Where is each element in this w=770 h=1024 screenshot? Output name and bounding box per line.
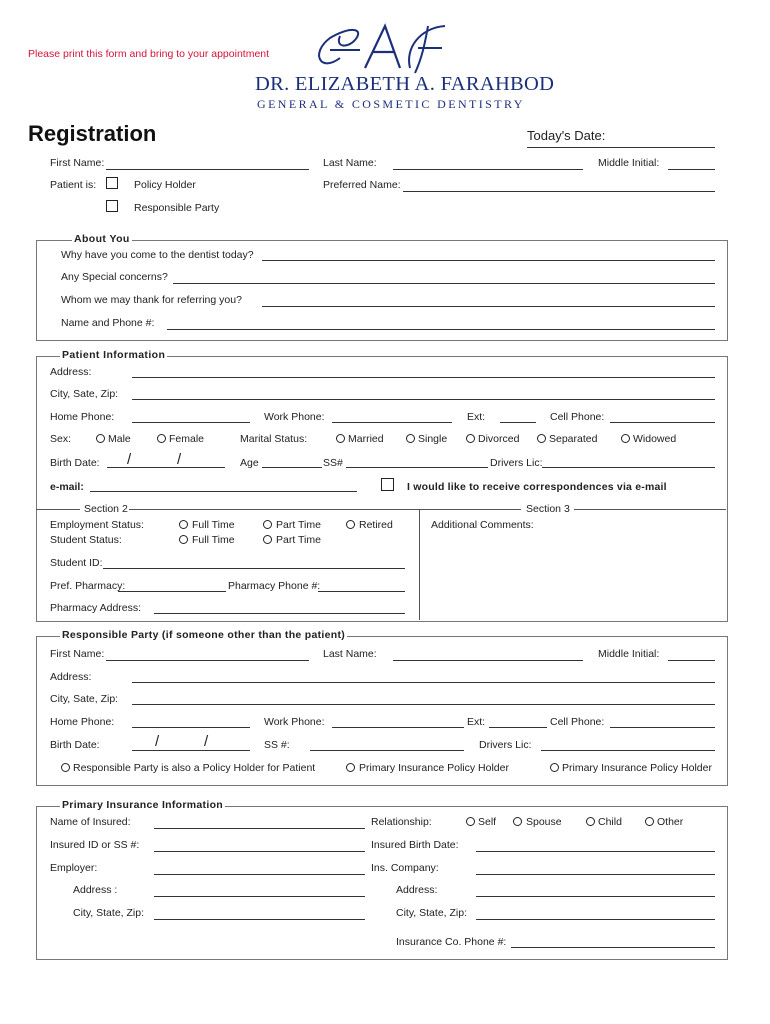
rp-middle-initial-label: Middle Initial: xyxy=(598,648,660,660)
patient-address-field[interactable] xyxy=(132,377,715,378)
first-name-field[interactable] xyxy=(106,169,309,170)
employment-part-time-label: Part Time xyxy=(276,519,321,531)
referral-field[interactable] xyxy=(262,306,715,307)
email-field[interactable] xyxy=(90,491,357,492)
section-3-rule xyxy=(574,509,726,510)
male-radio[interactable] xyxy=(96,434,105,443)
rp-work-phone-label: Work Phone: xyxy=(264,716,325,728)
sex-label: Sex: xyxy=(50,433,72,445)
page-title: Registration xyxy=(28,121,157,146)
rp-cell-phone-field[interactable] xyxy=(610,727,715,728)
single-label: Single xyxy=(418,433,448,445)
pharmacy-address-field[interactable] xyxy=(154,613,405,614)
rp-home-phone-field[interactable] xyxy=(132,727,250,728)
ext-label: Ext: xyxy=(467,411,486,423)
birth-date-field[interactable] xyxy=(107,467,225,468)
employer-address-field[interactable] xyxy=(154,896,365,897)
visit-reason-label: Why have you come to the dentist today? xyxy=(61,249,254,261)
married-label: Married xyxy=(348,433,384,445)
responsible-party-label: Responsible Party xyxy=(134,202,220,214)
separated-label: Separated xyxy=(549,433,598,445)
student-full-time-radio[interactable] xyxy=(179,535,188,544)
todays-date-label: Today's Date: xyxy=(527,128,606,143)
rp-first-name-field[interactable] xyxy=(106,660,309,661)
section-3-label: Section 3 xyxy=(526,503,570,515)
insurance-title: Primary Insurance Information xyxy=(62,799,223,811)
male-label: Male xyxy=(108,433,131,445)
drivers-lic-label: Drivers Lic: xyxy=(490,457,543,469)
email-opt-in-label: I would like to receive correspondences via e-mail xyxy=(407,481,667,493)
home-phone-label: Home Phone: xyxy=(50,411,115,423)
practice-tagline: GENERAL & COSMETIC DENTISTRY xyxy=(257,97,525,111)
separated-radio[interactable] xyxy=(537,434,546,443)
rp-birth-date-label: Birth Date: xyxy=(50,739,100,751)
student-full-time-label: Full Time xyxy=(192,534,235,546)
divorced-label: Divorced xyxy=(478,433,520,445)
student-part-time-radio[interactable] xyxy=(263,535,272,544)
responsible-party-checkbox[interactable] xyxy=(106,200,118,212)
insured-birth-label: Insured Birth Date: xyxy=(371,839,459,851)
monogram-logo-icon xyxy=(310,18,460,78)
responsible-party-title: Responsible Party (if someone other than the patient) xyxy=(62,629,346,641)
additional-comments-label: Additional Comments: xyxy=(431,519,534,531)
rp-birth-date-field[interactable] xyxy=(132,750,250,751)
pref-pharmacy-field[interactable] xyxy=(118,591,226,592)
work-phone-label: Work Phone: xyxy=(264,411,325,423)
ins-phone-label: Insurance Co. Phone #: xyxy=(396,936,507,948)
widowed-label: Widowed xyxy=(633,433,677,445)
age-label: Age xyxy=(240,457,259,469)
visit-reason-field[interactable] xyxy=(262,260,715,261)
patient-address-label: Address: xyxy=(50,366,92,378)
ins-company-city-field[interactable] xyxy=(476,919,715,920)
rp-city-label: City, Sate, Zip: xyxy=(50,693,119,705)
pharmacy-phone-label: Pharmacy Phone #: xyxy=(228,580,321,592)
rp-birth-date-slash-1: / xyxy=(155,733,160,750)
cell-phone-field[interactable] xyxy=(610,422,715,423)
insured-birth-field[interactable] xyxy=(476,851,715,852)
pharmacy-address-label: Pharmacy Address: xyxy=(50,602,142,614)
marital-status-label: Marital Status: xyxy=(240,433,308,445)
ins-company-field[interactable] xyxy=(476,874,715,875)
preferred-name-field[interactable] xyxy=(403,191,715,192)
patient-city-label: City, Sate, Zip: xyxy=(50,388,119,400)
relationship-self-label: Self xyxy=(478,816,497,828)
student-id-label: Student ID: xyxy=(50,557,103,569)
about-you-title: About You xyxy=(74,233,130,245)
relationship-child-label: Child xyxy=(598,816,622,828)
insurance-section xyxy=(36,806,728,960)
relationship-child-radio[interactable] xyxy=(586,817,595,826)
email-opt-in-checkbox[interactable] xyxy=(381,478,394,491)
student-part-time-label: Part Time xyxy=(276,534,321,546)
employer-city-label: City, State, Zip: xyxy=(73,907,144,919)
patient-info-title: Patient Information xyxy=(62,349,166,361)
drivers-lic-field[interactable] xyxy=(542,467,715,468)
relationship-self-radio[interactable] xyxy=(466,817,475,826)
referral-label: Whom we may thank for referring you? xyxy=(61,294,242,306)
referrer-phone-field[interactable] xyxy=(167,329,715,330)
todays-date-field[interactable] xyxy=(527,147,715,148)
policy-holder-checkbox[interactable] xyxy=(106,177,118,189)
referrer-phone-label: Name and Phone #: xyxy=(61,317,155,329)
divorced-radio[interactable] xyxy=(466,434,475,443)
rp-ext-label: Ext: xyxy=(467,716,486,728)
practice-logo xyxy=(255,18,555,113)
relationship-other-radio[interactable] xyxy=(645,817,654,826)
section-divider xyxy=(419,509,420,620)
ins-company-label: Ins. Company: xyxy=(371,862,439,874)
birth-date-label: Birth Date: xyxy=(50,457,100,469)
student-status-label: Student Status: xyxy=(50,534,122,546)
rp-drivers-lic-field[interactable] xyxy=(541,750,715,751)
birth-date-slash-1: / xyxy=(127,451,132,468)
section-2-rule-right xyxy=(129,509,521,510)
employment-full-time-radio[interactable] xyxy=(179,520,188,529)
patient-is-label: Patient is: xyxy=(50,179,97,191)
insured-name-label: Name of Insured: xyxy=(50,816,131,828)
ins-company-city-label: City, State, Zip: xyxy=(396,907,467,919)
rp-drivers-lic-label: Drivers Lic: xyxy=(479,739,532,751)
patient-city-field[interactable] xyxy=(132,399,715,400)
employment-retired-label: Retired xyxy=(359,519,393,531)
employment-part-time-radio[interactable] xyxy=(263,520,272,529)
relationship-label: Relationship: xyxy=(371,816,432,828)
last-name-label: Last Name: xyxy=(323,157,377,169)
age-field[interactable] xyxy=(262,467,322,468)
ins-phone-field[interactable] xyxy=(511,947,715,948)
female-label: Female xyxy=(169,433,205,445)
middle-initial-field[interactable] xyxy=(668,169,715,170)
rp-address-field[interactable] xyxy=(132,682,715,683)
rp-birth-date-slash-2: / xyxy=(204,733,209,750)
rp-last-name-label: Last Name: xyxy=(323,648,377,660)
ss-label: SS# xyxy=(323,457,343,469)
first-name-label: First Name: xyxy=(50,157,105,169)
notice-text: Please print this form and bring to your appointment xyxy=(28,48,270,60)
special-concerns-field[interactable] xyxy=(173,283,715,284)
employment-retired-radio[interactable] xyxy=(346,520,355,529)
rp-primary-holder-label-2: Primary Insurance Policy Holder xyxy=(562,762,712,774)
rp-primary-holder-radio-2[interactable] xyxy=(550,763,559,772)
home-phone-field[interactable] xyxy=(132,422,250,423)
pharmacy-phone-field[interactable] xyxy=(318,591,405,592)
employer-city-field[interactable] xyxy=(154,919,365,920)
rp-primary-holder-label-1: Primary Insurance Policy Holder xyxy=(359,762,509,774)
ext-field[interactable] xyxy=(500,422,536,423)
rp-cell-phone-label: Cell Phone: xyxy=(550,716,605,728)
rp-policy-holder-label: Responsible Party is also a Policy Holder for Patient xyxy=(73,762,316,774)
middle-initial-label: Middle Initial: xyxy=(598,157,660,169)
rp-primary-holder-radio-1[interactable] xyxy=(346,763,355,772)
rp-home-phone-label: Home Phone: xyxy=(50,716,115,728)
policy-holder-label: Policy Holder xyxy=(134,179,196,191)
relationship-other-label: Other xyxy=(657,816,684,828)
insured-name-field[interactable] xyxy=(154,828,365,829)
section-2-label: Section 2 xyxy=(84,503,128,515)
additional-comments-field[interactable] xyxy=(425,534,720,614)
last-name-field[interactable] xyxy=(393,169,583,170)
widowed-radio[interactable] xyxy=(621,434,630,443)
employer-label: Employer: xyxy=(50,862,98,874)
rp-last-name-field[interactable] xyxy=(393,660,583,661)
rp-ext-field[interactable] xyxy=(489,727,547,728)
section-2-rule xyxy=(36,509,80,510)
relationship-spouse-radio[interactable] xyxy=(513,817,522,826)
preferred-name-label: Preferred Name: xyxy=(323,179,401,191)
rp-city-field[interactable] xyxy=(132,704,715,705)
rp-work-phone-field[interactable] xyxy=(332,727,464,728)
birth-date-slash-2: / xyxy=(177,451,182,468)
rp-ss-label: SS #: xyxy=(264,739,290,751)
insured-id-label: Insured ID or SS #: xyxy=(50,839,140,851)
rp-ss-field[interactable] xyxy=(310,750,464,751)
insured-id-field[interactable] xyxy=(154,851,365,852)
special-concerns-label: Any Special concerns? xyxy=(61,271,168,283)
ins-company-address-field[interactable] xyxy=(476,896,715,897)
rp-address-label: Address: xyxy=(50,671,92,683)
work-phone-field[interactable] xyxy=(332,422,452,423)
email-label: e-mail: xyxy=(50,481,84,493)
pref-pharmacy-label: Pref. Pharmacy: xyxy=(50,580,126,592)
rp-middle-initial-field[interactable] xyxy=(668,660,715,661)
cell-phone-label: Cell Phone: xyxy=(550,411,605,423)
student-id-field[interactable] xyxy=(103,568,405,569)
relationship-spouse-label: Spouse xyxy=(526,816,562,828)
rp-policy-holder-radio[interactable] xyxy=(61,763,70,772)
employment-full-time-label: Full Time xyxy=(192,519,235,531)
rp-first-name-label: First Name: xyxy=(50,648,105,660)
single-radio[interactable] xyxy=(406,434,415,443)
ins-company-address-label: Address: xyxy=(396,884,438,896)
female-radio[interactable] xyxy=(157,434,166,443)
practice-name: DR. ELIZABETH A. FARAHBOD xyxy=(255,73,555,95)
employment-status-label: Employment Status: xyxy=(50,519,144,531)
married-radio[interactable] xyxy=(336,434,345,443)
employer-address-label: Address : xyxy=(73,884,118,896)
employer-field[interactable] xyxy=(154,874,365,875)
ss-field[interactable] xyxy=(346,467,488,468)
